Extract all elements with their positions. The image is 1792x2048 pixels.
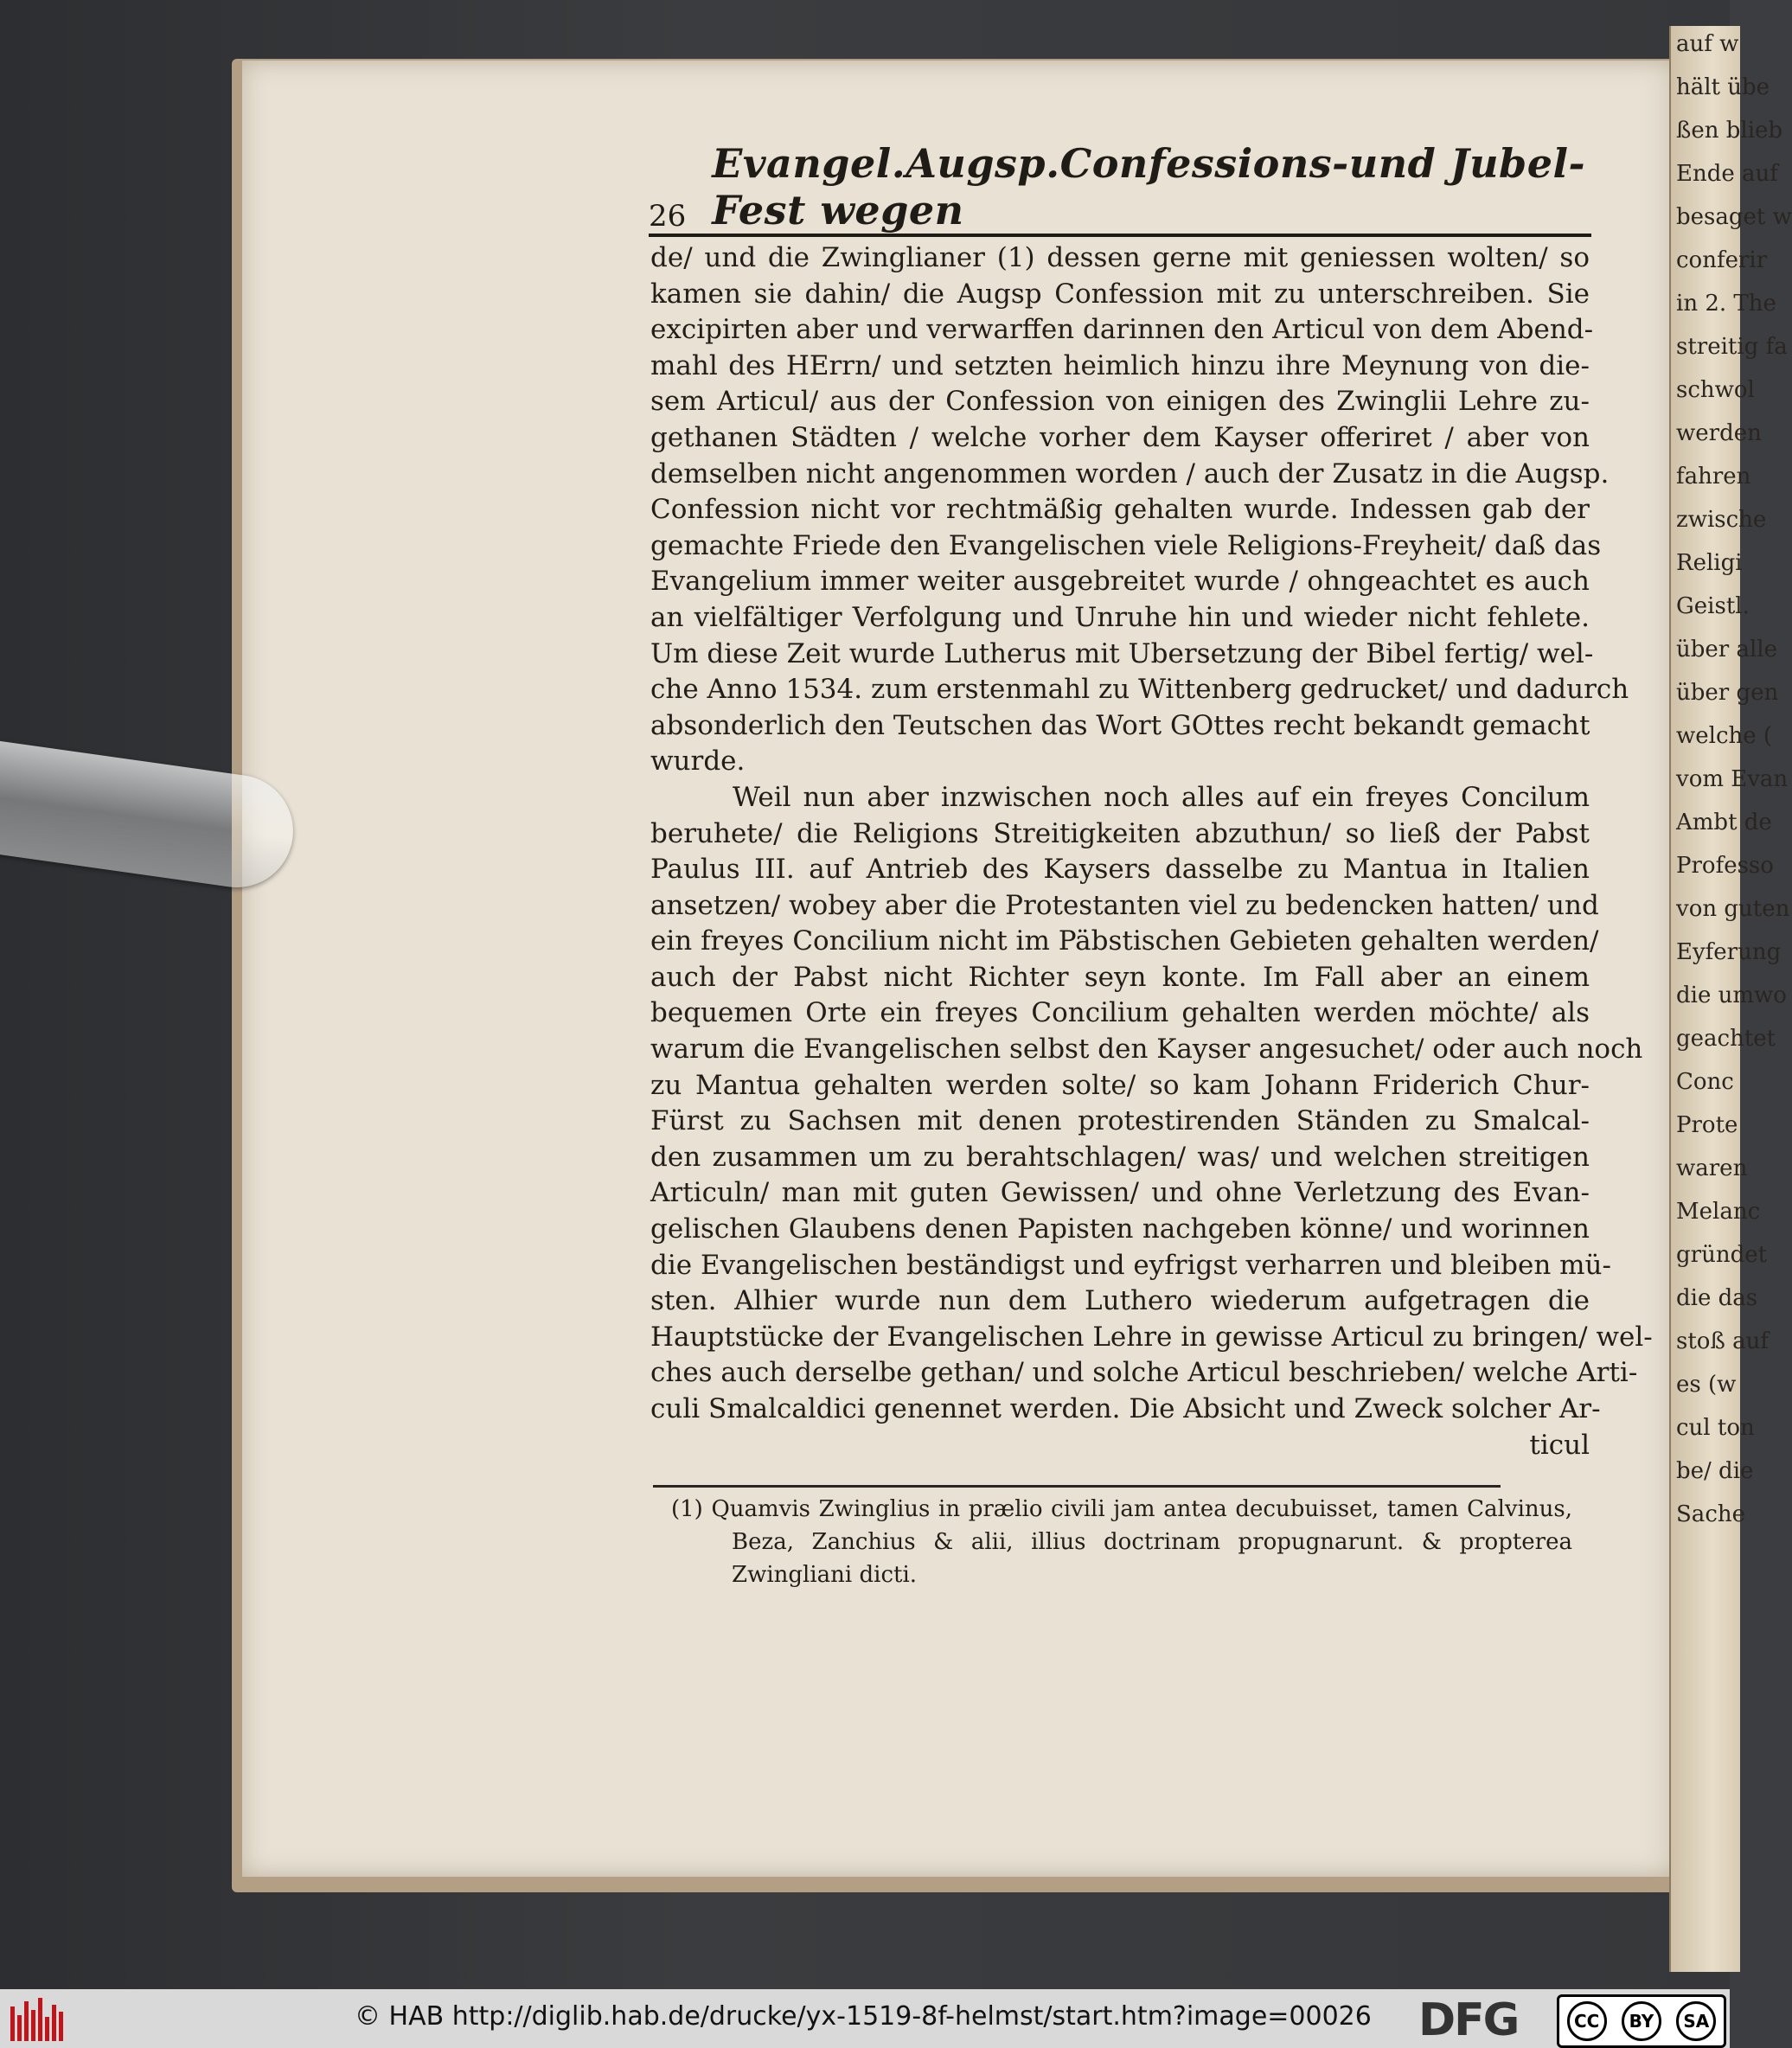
attribution-by-icon: BY [1622, 2001, 1661, 2041]
text-line: Paulus III. auf Antrieb des Kaysers dasselbe zu Mantua in Italien [650, 854, 1590, 886]
footnote-line: (1) Quamvis Zwinglius in prælio civili jam antea decubuisset, tamen Calvinus, [671, 1496, 1572, 1522]
text-line: Articuln/ man mit guten Gewissen/ und ohne Verletzung des Evan- [650, 1177, 1590, 1209]
text-line: excipirten aber und verwarffen darinnen den Articul von dem Abend- [650, 314, 1594, 346]
library-caption-bar [0, 1989, 1730, 2048]
text-line: an vielfältiger Verfolgung und Unruhe hin und wieder nicht fehlete. [650, 601, 1590, 633]
facing-page-fragment-text: die das [1676, 1285, 1758, 1311]
facing-page-fragment-text: geachtet [1676, 1026, 1776, 1052]
facing-page-fragment-text: in 2. The [1676, 291, 1776, 317]
facing-page-fragment-text: besaget w [1676, 204, 1792, 230]
facing-page-fragment-text: welche ( [1676, 723, 1773, 749]
text-line: zu Mantua gehalten werden solte/ so kam Johann Friderich Chur- [650, 1069, 1590, 1101]
facing-page-fragment-text: Eyferung [1676, 939, 1782, 965]
facing-page-fragment-text: über alle [1676, 637, 1777, 662]
hab-library-logo-icon [10, 1996, 71, 2041]
facing-page-fragment-text: stoß auf [1676, 1328, 1769, 1354]
text-line: gemachte Friede den Evangelischen viele Religions-Freyheit/ daß das [650, 529, 1602, 561]
facing-page-fragment-text: Ambt de [1676, 810, 1772, 835]
text-line: Weil nun aber inzwischen noch alles auf ein freyes Concilum [733, 781, 1590, 813]
running-title: Evangel.Augsp.Confessions-und Jubel-Fest wegen [712, 140, 1586, 234]
facing-page-fragment-text: Prote [1676, 1112, 1738, 1138]
text-line: culi Smalcaldici genennet werden. Die Absicht und Zweck solcher Ar- [650, 1393, 1601, 1424]
text-line: bequemen Orte ein freyes Concilium gehalten werden möchte/ als [650, 997, 1590, 1029]
dfg-logo: DFG [1418, 1994, 1519, 2046]
facing-page-fragment-text: vom Evan [1676, 766, 1789, 792]
facing-page-fragment-text: Religi [1676, 550, 1743, 576]
text-line: den zusammen um zu berahtschlagen/ was/ und welchen streitigen [650, 1141, 1590, 1173]
text-line: ein freyes Concilium nicht im Päbstischen Gebieten gehalten werden/ [650, 925, 1599, 957]
text-line: ticul [1529, 1429, 1590, 1461]
text-line: Fürst zu Sachsen mit denen protestirenden Ständen zu Smalcal- [650, 1105, 1590, 1137]
text-line: ansetzen/ wobey aber die Protestanten viel zu bedencken hatten/ und [650, 889, 1599, 921]
page-number: 26 [649, 199, 687, 234]
facing-page-fragment [1669, 26, 1792, 1972]
text-line: ches auch derselbe gethan/ und solche Articul beschrieben/ welche Arti- [650, 1357, 1638, 1389]
facing-page-fragment-text: die umwo [1676, 982, 1787, 1008]
facing-page-fragment-text: von guten [1676, 896, 1790, 922]
text-line: auch der Pabst nicht Richter seyn konte. Im Fall aber an einem [650, 961, 1590, 993]
facing-page-fragment-text: conferir [1676, 247, 1768, 273]
facing-page-fragment-text: Conc [1676, 1069, 1734, 1095]
copyright-url-text[interactable]: © HAB http://diglib.hab.de/drucke/yx-1519-8f-helmst/start.htm?image=00026 [355, 2001, 1372, 2032]
text-line: mahl des HErrn/ und setzten heimlich hinzu ihre Meynung von die- [650, 349, 1590, 381]
text-line: kamen sie dahin/ die Augsp Confession mit zu unterschreiben. Sie [650, 278, 1590, 310]
facing-page-fragment-text: hält übe [1676, 74, 1770, 100]
facing-page-fragment-text: werden [1676, 420, 1762, 446]
text-line: demselben nicht angenommen worden / auch der Zusatz in die Augsp. [650, 458, 1610, 490]
facing-page-fragment-text: waren [1676, 1155, 1748, 1181]
facing-page-fragment-text: gründet [1676, 1242, 1768, 1268]
footnote-block [671, 1493, 1572, 1591]
facing-page-fragment-text: fahren [1676, 464, 1751, 490]
share-alike-sa-icon: SA [1676, 2001, 1716, 2041]
main-text-block [650, 240, 1653, 1463]
footnote-line: Beza, Zanchius & alii, illius doctrinam propugnarunt. & propterea [732, 1529, 1572, 1555]
text-line: absonderlich den Teutschen das Wort GOttes recht bekandt gemacht [650, 709, 1590, 741]
facing-page-fragment-text: über gen [1676, 680, 1779, 706]
facing-page-fragment-text: ßen blieb [1676, 118, 1783, 144]
text-line: de/ und die Zwinglianer (1) dessen gerne mit geniessen wolten/ so [650, 242, 1590, 273]
creative-commons-license-badge[interactable] [1557, 1994, 1726, 2048]
facing-page-fragment-text: Ende auf [1676, 161, 1778, 187]
text-line: che Anno 1534. zum erstenmahl zu Wittenberg gedrucket/ und dadurch [650, 674, 1629, 706]
text-line: warum die Evangelischen selbst den Kayser angesuchet/ oder auch noch [650, 1034, 1643, 1066]
facing-page-fragment-text: Sache [1676, 1501, 1746, 1527]
facing-page-fragment-text: auf w [1676, 31, 1739, 57]
text-line: gelischen Glaubens denen Papisten nachgeben könne/ und worinnen [650, 1213, 1590, 1245]
text-line: Evangelium immer weiter ausgebreitet wurde / ohngeachtet es auch [650, 566, 1590, 598]
facing-page-fragment-text: zwische [1676, 507, 1767, 533]
footnote-rule [653, 1485, 1501, 1488]
text-line: wurde. [650, 746, 746, 778]
text-line: gethanen Städten / welche vorher dem Kayser offeriret / aber von [650, 421, 1590, 453]
text-line: Hauptstücke der Evangelischen Lehre in gewisse Articul zu bringen/ wel- [650, 1321, 1653, 1353]
facing-page-fragment-text: Melanc [1676, 1199, 1761, 1225]
facing-page-fragment-text: schwol [1676, 377, 1755, 403]
facing-page-fragment-text: es (w [1676, 1372, 1737, 1398]
text-line: beruhete/ die Religions Streitigkeiten abzuthun/ so ließ der Pabst [650, 817, 1590, 849]
facing-page-fragment-text: cul ton [1676, 1415, 1755, 1441]
text-line: sten. Alhier wurde nun dem Luthero wiederum aufgetragen die [650, 1285, 1590, 1317]
text-line: die Evangelischen beständigst und eyfrigst verharren und bleiben mü- [650, 1249, 1611, 1281]
text-line: Um diese Zeit wurde Lutherus mit Ubersetzung der Bibel fertig/ wel- [650, 637, 1594, 669]
facing-page-fragment-text: Professo [1676, 853, 1774, 879]
page-header [649, 140, 1591, 237]
text-line: Confession nicht vor rechtmäßig gehalten wurde. Indessen gab der [650, 494, 1590, 526]
text-line: sem Articul/ aus der Confession von einigen des Zwinglii Lehre zu- [650, 386, 1590, 418]
facing-page-fragment-text: be/ die [1676, 1458, 1754, 1484]
facing-page-fragment-text: Geistl. [1676, 593, 1750, 619]
cc-icon: CC [1567, 2001, 1607, 2041]
footnote-line: Zwingliani dicti. [732, 1562, 918, 1588]
facing-page-fragment-text: streitig fa [1676, 334, 1788, 360]
